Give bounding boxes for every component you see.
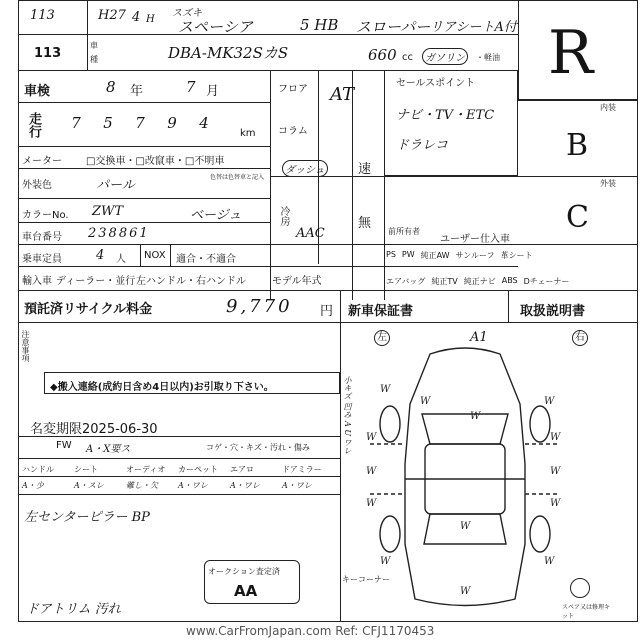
- recycle-unit: 円: [320, 304, 334, 319]
- wheel-fl: [380, 406, 400, 442]
- mileage-digit: 9: [167, 114, 177, 132]
- model-year-label: モデル年式: [272, 276, 322, 287]
- manual-label: 取扱説明書: [520, 304, 586, 319]
- damage-mark: W: [544, 396, 555, 407]
- reg-unit: H: [146, 14, 155, 25]
- component-value: A・スレ: [74, 481, 104, 490]
- stamp-grade: AA: [234, 582, 258, 600]
- interior-grade: B: [566, 128, 589, 163]
- component-value: A・少: [22, 481, 44, 490]
- user-note: ユーザー仕入車: [440, 234, 510, 245]
- grade-label-row1: 車: [90, 41, 98, 50]
- key-corner-label: キーコーナー: [342, 575, 390, 584]
- color-change-note: 色替は色替車と記入: [210, 174, 265, 181]
- x-needed: A・X要ス: [86, 444, 131, 455]
- equip-abs: ABS: [501, 276, 518, 285]
- column-value: ダッシュ: [282, 160, 328, 177]
- damage-mark: W: [550, 432, 561, 443]
- exterior-color: パール: [96, 178, 135, 193]
- component-label: エアロ: [230, 465, 254, 474]
- component-value: A・ワレ: [282, 481, 312, 490]
- lot-number: 113: [34, 46, 62, 61]
- grade-1: スローパー: [356, 18, 431, 36]
- meter-label: メーター: [22, 156, 62, 167]
- mileage-digit: 7: [135, 114, 145, 132]
- ac-label: 冷房: [278, 206, 289, 226]
- reg-year: H27: [98, 8, 126, 23]
- spare-label: スペア又は修理キット: [562, 604, 611, 620]
- stamp-title: オークション査定済: [208, 567, 280, 576]
- type-code: DBA-MK32SカS: [168, 44, 289, 62]
- chassis-label: 車台番号: [22, 232, 62, 243]
- spare-icon: [570, 578, 590, 598]
- vehicle-make: スズキ: [172, 8, 202, 19]
- color-no: ZWT: [92, 204, 124, 219]
- exterior-color-label: 外装色: [22, 180, 52, 191]
- component-value: A・ワレ: [178, 481, 208, 490]
- damage-mark: W: [380, 556, 391, 567]
- damage-mark: W: [544, 556, 555, 567]
- expiry-date: 名変期限2025-06-30: [30, 422, 158, 437]
- equip-leather: 革シート: [500, 251, 533, 260]
- chassis-number: 238861: [88, 226, 150, 241]
- damage-mark: W: [460, 521, 471, 532]
- grade-big: R: [548, 18, 594, 88]
- capacity-unit: 人: [116, 254, 126, 265]
- dash-line: [370, 444, 560, 494]
- inspection-month: 7: [186, 78, 196, 96]
- handwritten-note-1: 左センターピラー BP: [24, 510, 150, 525]
- lot-prefix: 113: [30, 8, 55, 23]
- equipment-row-2: [386, 276, 570, 287]
- component-values: [22, 480, 334, 491]
- damage-mark: W: [366, 498, 377, 509]
- wheel-fr: [530, 406, 550, 442]
- equip-pw: PW: [401, 250, 415, 259]
- color-no-label: カラーNo.: [22, 210, 69, 221]
- capacity-label: 乗車定員: [22, 254, 62, 265]
- meter-options: □交換車・□改竄車・□不明車: [86, 156, 225, 167]
- column-label: コラム: [278, 126, 308, 137]
- equipment-row-1: [386, 250, 533, 261]
- inspection-label: 車検: [24, 84, 51, 99]
- front-label: A1: [470, 330, 488, 345]
- prev-owner-label: 前所有者: [388, 227, 420, 236]
- floor-label: フロア: [278, 84, 308, 95]
- watermark-text: www.CarFromJapan.com Ref: CFJ1170453: [186, 624, 435, 638]
- exterior-grade: C: [566, 200, 589, 235]
- wheel-rl: [380, 516, 400, 552]
- interior-color: ベージュ: [190, 208, 242, 223]
- component-label: ハンドル: [22, 465, 54, 474]
- mileage-digit: 5: [103, 114, 113, 132]
- wheel-rr: [530, 516, 550, 552]
- component-label: ドアミラー: [282, 465, 322, 474]
- damage-legend: 小キズ 凹み A U ワレ: [343, 376, 352, 455]
- vehicle-model: スペーシア: [178, 18, 253, 36]
- sales-point-2: ドラレコ: [396, 138, 449, 153]
- ac-value: AAC: [296, 226, 325, 241]
- recycle-amount: 9,770: [226, 296, 293, 317]
- import-label: 輸入車: [22, 276, 52, 287]
- fuel-note: ・軽油: [476, 53, 500, 62]
- damage-mark: W: [470, 411, 481, 422]
- exterior-grade-label: 外装: [600, 179, 616, 188]
- damage-mark: W: [460, 586, 471, 597]
- fuel-mark: ガソリン: [422, 48, 468, 65]
- damage-mark: W: [420, 396, 431, 407]
- component-label: シート: [74, 465, 98, 474]
- reg-month: 4: [132, 10, 141, 25]
- equip-sunroof: サンルーフ: [455, 251, 495, 260]
- sales-point-label: セールスポイント: [396, 78, 476, 89]
- damage-mark: W: [380, 384, 391, 395]
- mileage-digit: 4: [199, 114, 209, 132]
- right-mark: 右: [572, 330, 588, 346]
- grade-label-row2: 種: [90, 55, 98, 64]
- speed-label: 速: [358, 162, 372, 177]
- recycle-label: 預託済リサイクル料金: [24, 302, 153, 317]
- inspection-year: 8: [106, 78, 116, 96]
- grade-2: リアシートA付: [430, 20, 517, 35]
- windshield: [422, 414, 508, 444]
- handle-options: 左ハンドル・右ハンドル: [136, 276, 246, 287]
- cc-unit: cc: [402, 52, 413, 63]
- capacity-value: 4: [96, 248, 105, 263]
- sales-point-1: ナビ・TV・ETC: [396, 108, 495, 123]
- engine-cc: 660: [368, 46, 397, 64]
- damage-mark: W: [550, 466, 561, 477]
- component-label: オーディオ: [126, 465, 166, 474]
- none-label: 無: [358, 216, 372, 231]
- damage-mark: W: [550, 498, 561, 509]
- contact-notice: ◆搬入連絡(成約日含め4日以内)お引取り下さい。: [50, 382, 274, 393]
- car-body-outline: [405, 348, 525, 606]
- equip-tuner: Dチェーナー: [523, 277, 570, 286]
- mileage-label: 走行: [26, 112, 41, 138]
- equip-aw: 純正AW: [420, 251, 450, 260]
- component-label: カーペット: [178, 465, 218, 474]
- fw-label: FW: [56, 440, 72, 451]
- component-labels: [22, 464, 334, 475]
- component-value: 難し・欠: [126, 481, 158, 490]
- warranty-label: 新車保証書: [348, 304, 414, 319]
- transmission-value: AT: [330, 84, 355, 105]
- damage-mark: W: [366, 432, 377, 443]
- equip-tv: 純正TV: [431, 277, 458, 286]
- issue-label: コゲ・穴・キズ・汚れ・傷み: [206, 443, 310, 452]
- mileage-unit: km: [240, 128, 256, 139]
- interior-grade-label: 内装: [600, 103, 616, 112]
- doors-body: 5 HB: [300, 16, 339, 34]
- car-diagram: [360, 344, 570, 614]
- inspection-year-unit: 年: [130, 84, 144, 99]
- nox-value: 適合・不適合: [176, 254, 236, 265]
- equip-airbag: エアバッグ: [386, 277, 426, 286]
- notes-side-label: 注意事項: [21, 330, 30, 362]
- handwritten-note-2: ドアトリム 汚れ: [26, 602, 121, 617]
- equip-ps: PS: [386, 250, 396, 259]
- nox-label: NOX: [144, 250, 166, 261]
- mileage-digit: 7: [71, 114, 81, 132]
- damage-mark: W: [366, 466, 377, 477]
- import-options: ディーラー・並行: [56, 276, 136, 287]
- left-mark: 左: [374, 330, 390, 346]
- component-value: A・ワレ: [230, 481, 260, 490]
- equip-navi: 純正ナビ: [463, 277, 496, 286]
- inspection-month-unit: 月: [206, 84, 220, 99]
- mileage-digits: [60, 114, 220, 132]
